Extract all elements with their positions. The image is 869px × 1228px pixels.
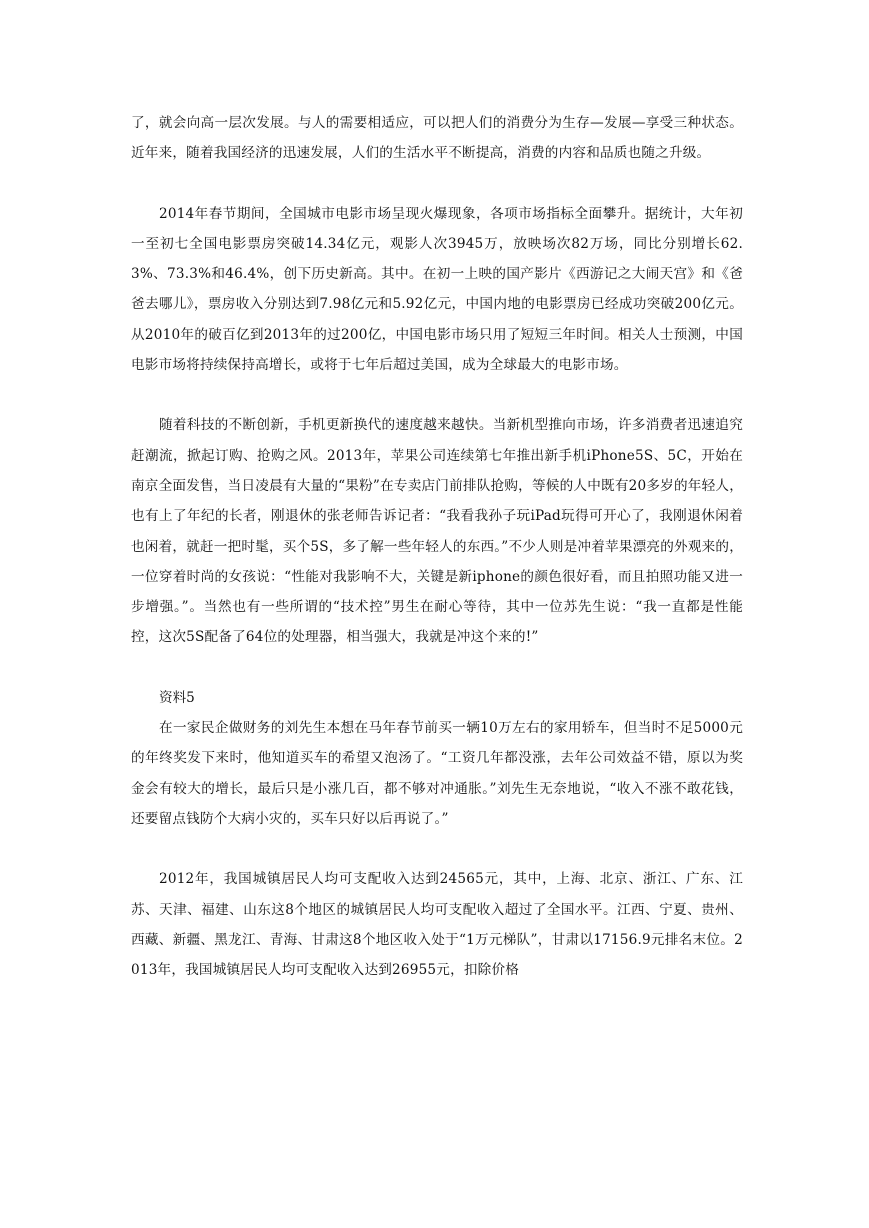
- document-page: [131, 108, 743, 985]
- paragraph-film-market: 2014年春节期间，全国城市电影市场呈现火爆现象，各项市场指标全面攀升。据统计，大年初一至初七全国电影票房突破14.34亿元，观影人次3945万，放映场次82万场，同比分别增长62.3%、73.3%和46.4%，创下历史新高。其中。在初一上映的国产影片《西游记之大闹天宫》和《爸爸去哪儿》，票房收入分别达到7.98亿元和5.92亿元，中国内地的电影票房已经成功突破200亿元。从2010年的破百亿到2013年的过200亿，中国电影市场只用了短短三年时间。相关人士预测，中国电影市场将持续保持高增长，或将于七年后超过美国，成为全球最大的电影市场。: [131, 205, 743, 374]
- paragraph-gap: [131, 380, 743, 410]
- paragraph-mr-liu: 在一家民企做财务的刘先生本想在马年春节前买一辆10万左右的家用轿车，但当时不足5000元的年终奖发下来时，他知道买车的希望又泡汤了。“工资几年都没涨，去年公司效益不错，原以为奖金会有较大的增长，最后只是小涨几百，都不够对冲通胀。”刘先生无奈地说，“收入不涨不敢花钱，还要留点钱防个大病小灾的，买车只好以后再说了。”: [131, 720, 743, 827]
- paragraph-gap: [131, 169, 743, 199]
- paragraph-income-2012: 2012年，我国城镇居民人均可支配收入达到24565元，其中，上海、北京、浙江、广东、江苏、天津、福建、山东这8个地区的城镇居民人均可支配收入超过了全国水平。江西、宁夏、贵州、西藏、新疆、黑龙江、青海、甘肃这8个地区收入处于“1万元梯队”，甘肃以17156.9元排名末位。2013年，我国城镇居民人均可支配收入达到26955元，扣除价格: [131, 871, 743, 979]
- paragraph-iphone: 随着科技的不断创新，手机更新换代的速度越来越快。当新机型推向市场，许多消费者迅速追究赶潮流，掀起订购、抢购之风。2013年，苹果公司连续第七年推出新手机iPhone5S、5C，开始在南京全面发售，当日凌晨有大量的“果粉”在专卖店门前排队抢购，等候的人中既有20多岁的年轻人，也有上了年纪的长者，刚退休的张老师告诉记者：“我看我孙子玩iPad玩得可开心了，我刚退休闲着也闲着，就赶一把时髦，买个5S，多了解一些年轻人的东西。”不少人则是冲着苹果漂亮的外观来的，一位穿着时尚的女孩说：“性能对我影响不大，关键是新iphone的颜色很好看，而且拍照功能又进一步增强。”。当然也有一些所谓的“技术控”男生在耐心等待，其中一位苏先生说：“我一直都是性能控，这次5S配备了64位的处理器，相当强大，我就是冲这个来的!”: [131, 417, 743, 646]
- section-label: 资料5: [159, 689, 195, 706]
- paragraph-consumption-stages: 了，就会向高一层次发展。与人的需要相适应，可以把人们的消费分为生存—发展—享受三种状态。近年来，随着我国经济的迅速发展，人们的生活水平不断提高，消费的内容和品质也随之升级。: [131, 115, 743, 162]
- paragraph-gap: [131, 653, 743, 683]
- paragraph-gap: [131, 834, 743, 864]
